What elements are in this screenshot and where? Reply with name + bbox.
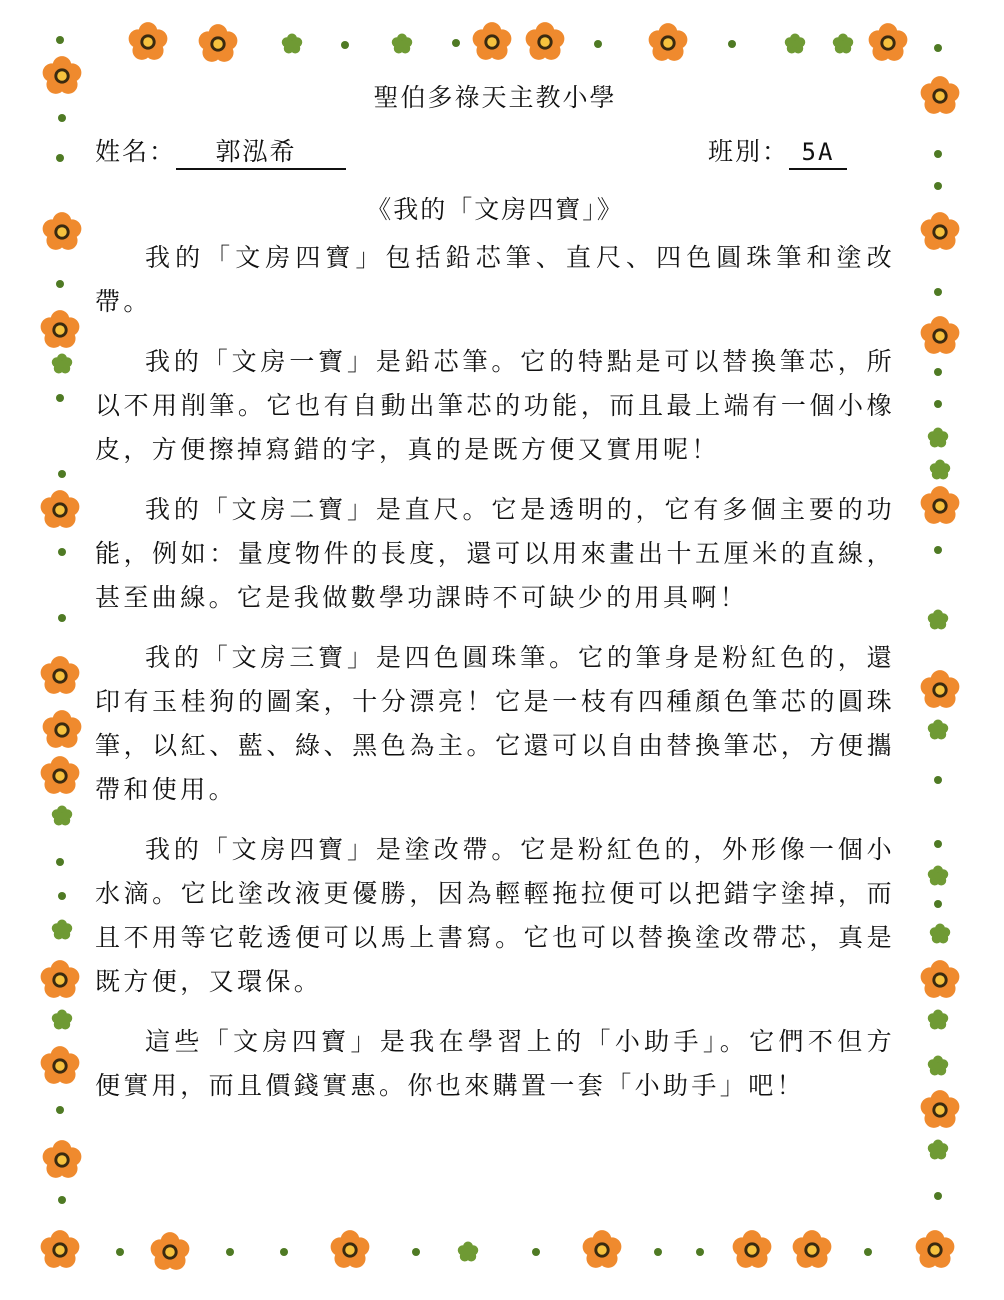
orange-flower-icon (921, 670, 960, 708)
school-name: 聖伯多祿天主教小學 (373, 83, 617, 112)
green-flower-icon (928, 610, 948, 630)
dot-icon (58, 470, 66, 478)
orange-flower-icon (151, 1232, 190, 1270)
green-flower-icon (930, 460, 950, 480)
dot-icon (58, 892, 66, 900)
dot-icon (116, 1248, 124, 1256)
green-flower-icon (52, 920, 72, 940)
dot-icon (56, 154, 64, 162)
orange-flower-icon (43, 710, 82, 748)
dot-icon (934, 900, 942, 908)
dot-icon (594, 40, 602, 48)
dot-icon (934, 840, 942, 848)
orange-flower-icon (733, 1230, 772, 1268)
student-info-row (95, 130, 895, 174)
student-class-value: 5A (789, 136, 847, 170)
green-flower-icon (52, 354, 72, 374)
essay-paragraph: 我的「文房三寶」是四色圓珠筆。它的筆身是粉紅色的，還印有玉桂狗的圖案，十分漂亮！它是一枝有四種顏色筆芯的圓珠筆，以紅、藍、綠、黑色為主。它還可以自由替換筆芯，方便攜帶和使用。 (95, 643, 895, 804)
green-flower-icon (928, 1056, 948, 1076)
dot-icon (864, 1248, 872, 1256)
dot-icon (696, 1248, 704, 1256)
green-flower-icon (52, 806, 72, 826)
orange-flower-icon (526, 22, 565, 60)
green-flower-icon (928, 428, 948, 448)
green-flower-icon (928, 866, 948, 886)
dot-icon (56, 858, 64, 866)
orange-flower-icon (921, 486, 960, 524)
name-label: 姓名： (95, 137, 177, 166)
essay-paragraph: 這些「文房四寶」是我在學習上的「小助手」。它們不但方便實用，而且價錢實惠。你也來購置一套「小助手」吧！ (95, 1027, 895, 1100)
orange-flower-icon (916, 1230, 955, 1268)
orange-flower-icon (129, 22, 168, 60)
essay-title: 《我的「文房四寶」》 (366, 195, 624, 224)
orange-flower-icon (41, 656, 80, 694)
green-flower-icon (52, 1010, 72, 1030)
green-flower-icon (833, 34, 853, 54)
dot-icon (934, 368, 942, 376)
orange-flower-icon (41, 310, 80, 348)
student-name-value: 郭泓希 (176, 136, 346, 170)
green-flower-icon (930, 924, 950, 944)
dot-icon (341, 41, 349, 49)
dot-icon (934, 44, 942, 52)
green-flower-icon (928, 1010, 948, 1030)
orange-flower-icon (43, 56, 82, 94)
dot-icon (56, 280, 64, 288)
green-flower-icon (928, 720, 948, 740)
essay-paragraph: 我的「文房二寶」是直尺。它是透明的，它有多個主要的功能，例如：量度物件的長度，還可以用來畫出十五厘米的直線，甚至曲線。它是我做數學功課時不可缺少的用具啊！ (95, 495, 895, 612)
dot-icon (654, 1248, 662, 1256)
dot-icon (934, 546, 942, 554)
green-flower-icon (282, 34, 302, 54)
essay-paragraph: 我的「文房一寶」是鉛芯筆。它的特點是可以替換筆芯，所以不用削筆。它也有自動出筆芯的功能，而且最上端有一個小橡皮，方便擦掉寫錯的字，真的是既方便又實用呢！ (95, 347, 895, 464)
dot-icon (58, 114, 66, 122)
orange-flower-icon (921, 76, 960, 114)
orange-flower-icon (331, 1230, 370, 1268)
dot-icon (280, 1248, 288, 1256)
dot-icon (934, 288, 942, 296)
dot-icon (56, 394, 64, 402)
dot-icon (934, 1192, 942, 1200)
dot-icon (226, 1248, 234, 1256)
dot-icon (56, 1106, 64, 1114)
green-flower-icon (392, 34, 412, 54)
dot-icon (56, 36, 64, 44)
orange-flower-icon (921, 1090, 960, 1128)
dot-icon (934, 182, 942, 190)
orange-flower-icon (921, 316, 960, 354)
dot-icon (452, 39, 460, 47)
orange-flower-icon (41, 490, 80, 528)
orange-flower-icon (583, 1230, 622, 1268)
dot-icon (934, 400, 942, 408)
student-class-group (708, 130, 847, 174)
green-flower-icon (785, 34, 805, 54)
dot-icon (58, 1196, 66, 1204)
orange-flower-icon (473, 22, 512, 60)
dot-icon (934, 776, 942, 784)
orange-flower-icon (649, 23, 688, 61)
essay-body (95, 236, 895, 1108)
orange-flower-icon (41, 1230, 80, 1268)
orange-flower-icon (41, 960, 80, 998)
orange-flower-icon (793, 1230, 832, 1268)
orange-flower-icon (921, 960, 960, 998)
dot-icon (532, 1248, 540, 1256)
worksheet-page (95, 78, 895, 1124)
orange-flower-icon (199, 24, 238, 62)
essay-paragraph: 我的「文房四寶」是塗改帶。它是粉紅色的，外形像一個小水滴。它比塗改液更優勝，因為輕輕拖拉便可以把錯字塗掉，而且不用等它乾透便可以馬上書寫。它也可以替換塗改帶芯，真是既方便，又環保。 (95, 835, 895, 996)
green-flower-icon (928, 1140, 948, 1160)
student-name-group (95, 130, 346, 174)
dot-icon (728, 40, 736, 48)
essay-paragraph: 我的「文房四寶」包括鉛芯筆、直尺、四色圓珠筆和塗改帶。 (95, 243, 895, 316)
orange-flower-icon (43, 212, 82, 250)
orange-flower-icon (43, 1140, 82, 1178)
class-label: 班別： (707, 137, 789, 166)
green-flower-icon (458, 1242, 478, 1262)
dot-icon (58, 548, 66, 556)
orange-flower-icon (921, 212, 960, 250)
orange-flower-icon (41, 1046, 80, 1084)
dot-icon (934, 150, 942, 158)
dot-icon (412, 1248, 420, 1256)
orange-flower-icon (869, 23, 908, 61)
orange-flower-icon (41, 756, 80, 794)
dot-icon (58, 614, 66, 622)
